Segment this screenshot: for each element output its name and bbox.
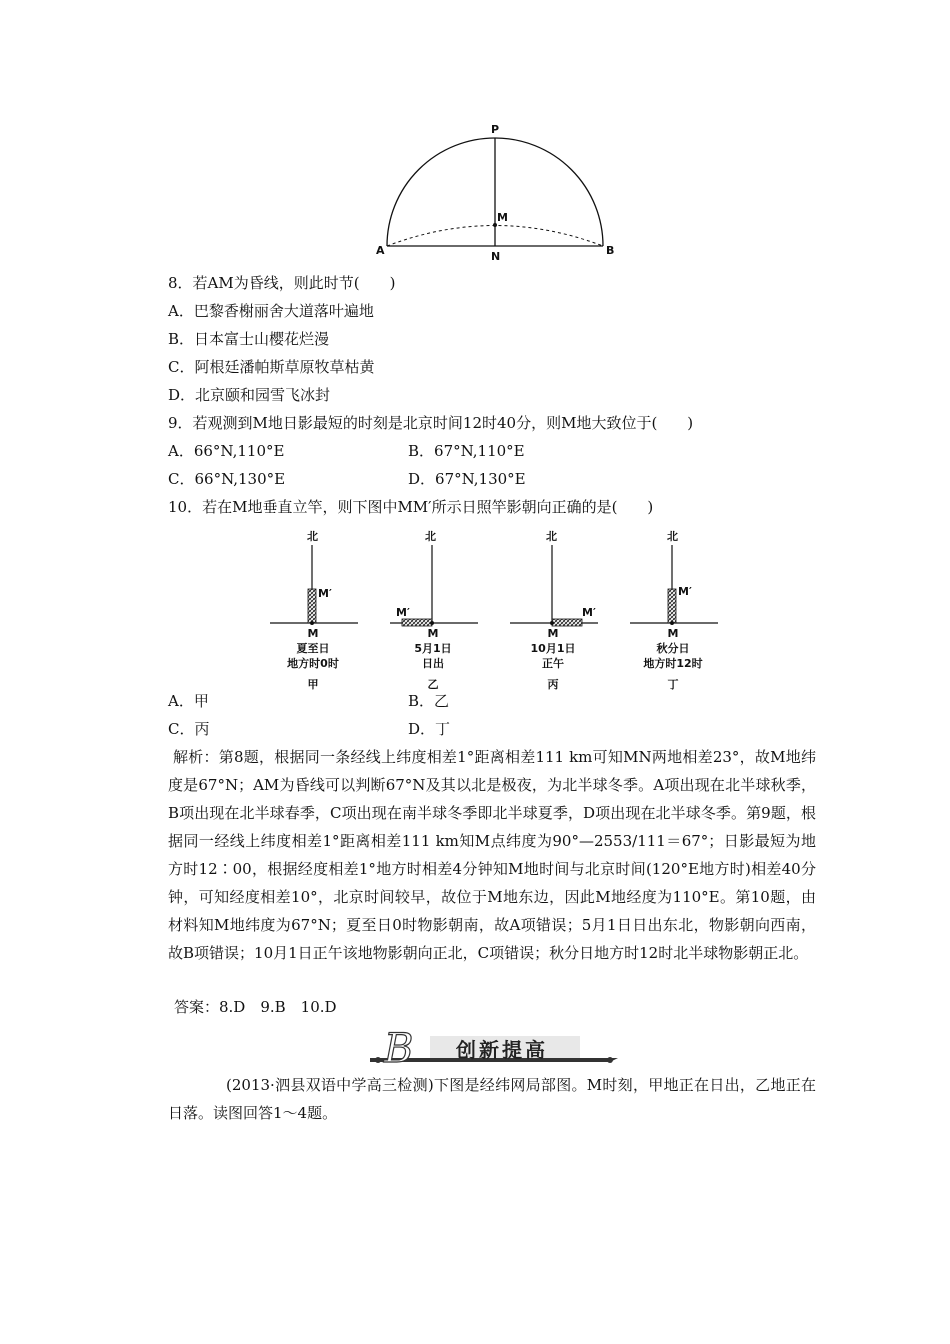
question-8-option-c: C．阿根廷潘帕斯草原牧草枯黄 — [168, 358, 375, 376]
question-10-option-d: D．丁 — [408, 720, 451, 738]
question-9-stem: 9．若观测到M地日影最短的时刻是北京时间12时40分，则M地大致位于( ) — [168, 414, 694, 432]
question-9-option-c: C．66°N,130°E — [168, 470, 286, 488]
panel-yi — [390, 530, 478, 626]
analysis-paragraph: 解析：第8题，根据同一条经线上纬度相差1°距离相差111 km可知MN两地相差23°，故M地纬度是67°N；AM为昏线可以判断67°N及其以北是极夜，为北半球冬季。A项出现在北半球秋季，B项出现在北半球春季，C项出现在南半球冬季即北半球夏季，D项出现在北半球冬季。第9题，根据同一经线上纬度相差1°距离相差111 km知M点纬度为90°—2553/111＝67°；日影最短为地方时12∶00，根据经度相差1°地方时相差4分钟知M地时间与北京时间(120°E地方时)相差40分钟，可知经度相差10°，北京时间较早，故位于M地东边，因此M地经度为110°E。第10题，由材料知M地纬度为67°N；夏至日0时物影朝南，故A项错误；5月1日日出东北，物影朝向西南，故B项错误；10月1日正午该地物影朝向正北，C项错误；秋分日地方时12时北半球物影朝正北。 — [168, 748, 816, 962]
shadow-diagrams — [260, 525, 730, 637]
svg-text:北: 北 — [667, 530, 678, 543]
caption-bing: M 10月1日 正午 丙 — [530, 627, 576, 691]
banner-title: 创新提高 — [456, 1038, 548, 1062]
question-9-option-d: D．67°N,130°E — [408, 470, 526, 488]
question-10-option-b: B．乙 — [408, 692, 450, 710]
shadow-bar-jia — [308, 589, 316, 623]
panel-bing — [510, 530, 598, 626]
panel-ding — [630, 530, 718, 625]
svg-text:北: 北 — [307, 530, 318, 543]
svg-text:北: 北 — [546, 530, 557, 543]
svg-text:北: 北 — [425, 530, 436, 543]
caption-ding: M 秋分日 地方时12时 丁 — [643, 627, 703, 691]
shadow-bar-yi — [402, 619, 432, 626]
svg-text:M′: M′ — [582, 606, 596, 619]
question-8-stem: 8．若AM为昏线，则此时节( ) — [168, 274, 396, 292]
hemisphere-diagram — [370, 120, 620, 265]
answer-line: 答案：8.D 9.B 10.D — [174, 998, 337, 1016]
caption-yi: M 5月1日 日出 乙 — [414, 627, 452, 691]
label-a: A — [376, 244, 385, 257]
banner-letter: B — [384, 1026, 414, 1072]
intro-paragraph: (2013·泗县双语中学高三检测)下图是经纬网局部图。M时刻，甲地正在日出，乙地正在日落。读图回答1～4题。 — [168, 1076, 816, 1122]
svg-text:M′: M′ — [396, 606, 410, 619]
label-m: M — [497, 211, 508, 224]
question-10-option-a: A．甲 — [168, 692, 209, 710]
caption-jia: M 夏至日 地方时0时 甲 — [287, 627, 339, 691]
svg-text:M′: M′ — [318, 587, 332, 600]
question-9-option-b: B．67°N,110°E — [408, 442, 525, 460]
question-8-option-a: A．巴黎香榭丽舍大道落叶遍地 — [168, 302, 374, 320]
question-8-option-d: D．北京颐和园雪飞冰封 — [168, 386, 331, 404]
panel-jia — [270, 530, 358, 625]
question-10-option-c: C．丙 — [168, 720, 210, 738]
section-banner — [370, 1026, 620, 1072]
label-n: N — [491, 250, 501, 263]
question-9-option-a: A．66°N,110°E — [168, 442, 285, 460]
label-p: P — [491, 123, 500, 136]
label-b: B — [606, 244, 615, 257]
svg-text:M′: M′ — [678, 585, 692, 598]
shadow-bar-ding — [668, 589, 676, 623]
question-8-option-b: B．日本富士山樱花烂漫 — [168, 330, 330, 348]
question-10-stem: 10．若在M地垂直立竿，则下图中MM′所示日照竿影朝向正确的是( ) — [168, 498, 654, 516]
shadow-bar-bing — [552, 619, 582, 626]
